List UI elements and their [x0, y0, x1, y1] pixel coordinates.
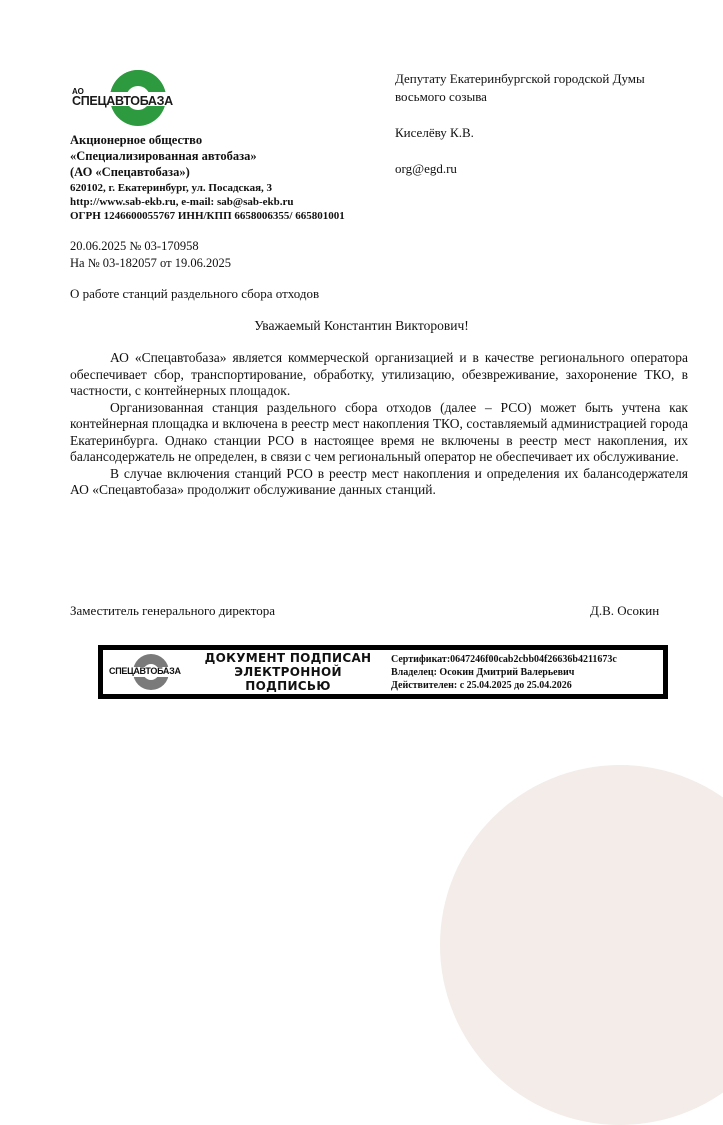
stamp-logo-text: СПЕЦАВТОБАЗА — [109, 666, 181, 676]
addressee-email: org@egd.ru — [395, 161, 457, 176]
body-paragraph-3: В случае включения станций РСО в реестр мест накопления и определения их балансодержателя АО «Спецавтобаза» продолжит обслуживание данных станций. — [70, 465, 688, 497]
org-ids: ОГРН 1246600055767 ИНН/КПП 6658006355/ 665801001 — [70, 210, 345, 222]
org-contacts-block — [70, 181, 345, 223]
org-line-2: «Специализированная автобаза» — [70, 149, 257, 163]
stamp-certificate: Сертификат:0647246f00cab2cbb04f26636b4211673c — [391, 653, 617, 665]
stamp-title-line-2: ЭЛЕКТРОННОЙ ПОДПИСЬЮ — [234, 665, 342, 693]
org-line-1: Акционерное общество — [70, 133, 203, 147]
addressee-name: Киселёву К.В. — [395, 125, 474, 140]
body-paragraph-2: Организованная станция раздельного сбора отходов (далее – РСО) может быть учтена как контейнерная площадка и включена в реестр мест накопления ТКО, составляемый администрацией города Екатеринбурга. Однако станции РСО в настоящее время не включены в реестр мест накопления, их балансодержатель не определен, в связи с чем региональный оператор не обеспечивает их обслуживание. — [70, 399, 688, 464]
logo-brand-name: СПЕЦАВТОБАЗА — [72, 94, 173, 108]
stamp-validity: Действителен: с 25.04.2025 до 25.04.2026 — [391, 679, 572, 691]
stamp-title — [193, 651, 383, 693]
greeting: Уважаемый Константин Викторович! — [254, 318, 469, 333]
stamp-info — [383, 653, 663, 692]
company-logo — [70, 68, 205, 128]
org-name-block — [70, 132, 257, 180]
stamp-logo — [103, 650, 193, 694]
decorative-circle — [440, 765, 723, 1125]
letter-subject: О работе станций раздельного сбора отходов — [70, 286, 320, 301]
outgoing-number: 20.06.2025 № 03-170958 — [70, 239, 199, 253]
document-meta — [70, 238, 231, 272]
addressee-block — [395, 70, 645, 178]
stamp-title-line-1: ДОКУМЕНТ ПОДПИСАН — [204, 651, 372, 665]
letter-body — [70, 350, 688, 499]
org-address: 620102, г. Екатеринбург, ул. Посадская, 3 — [70, 182, 273, 194]
addressee-line-1: Депутату Екатеринбургской городской Думы — [395, 71, 645, 86]
body-paragraph-1: АО «Спецавтобаза» является коммерческой организацией и в качестве регионального оператора обеспечивает сбор, транспортирование, обработку, утилизацию, обезвреживание, захоронение ТКО, в частности, с контейнерных площадок. — [70, 350, 688, 398]
signatory-position: Заместитель генерального директора — [70, 603, 276, 618]
incoming-reference: На № 03-182057 от 19.06.2025 — [70, 256, 231, 270]
signatory-name: Д.В. Осокин — [590, 603, 660, 618]
e-signature-stamp — [98, 645, 668, 699]
org-web: http://www.sab-ekb.ru, e-mail: sab@sab-ekb.ru — [70, 196, 294, 208]
logo-prefix: АО — [72, 87, 84, 96]
addressee-line-2: восьмого созыва — [395, 89, 487, 104]
stamp-owner: Владелец: Осокин Дмитрий Валерьевич — [391, 666, 575, 678]
org-line-3: (АО «Спецавтобаза») — [70, 165, 190, 179]
